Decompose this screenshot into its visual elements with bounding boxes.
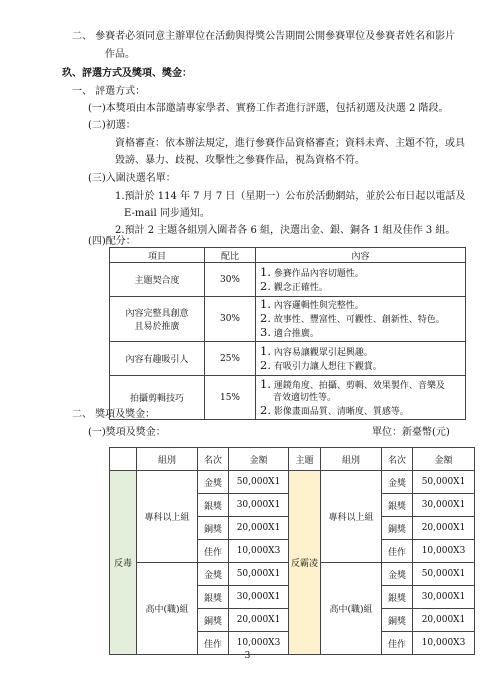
amount-cell: 50,000X1: [229, 471, 289, 494]
item-1-3-point-1-cont: E-mail 同步通知。: [124, 208, 210, 219]
amount-cell: 20,000X1: [413, 517, 475, 540]
rank-cell: 佳作: [382, 632, 413, 655]
group-cell: 高中(職)組: [321, 563, 382, 655]
item-name: 拍攝剪輯技巧: [110, 376, 205, 420]
item-contents: 1. 運鏡角度、拍攝、剪輯、效果製作、音樂及 音效適切性等。 2. 影像畫面品質、清晰度、質感等。: [256, 376, 466, 420]
rule-2: 二、 參賽者必須同意主辦單位在活動與得獎公告期間公開參賽單位及參賽者姓名和影片: [72, 31, 456, 42]
item-1-3: (三)入圍決選名單：: [88, 173, 176, 184]
header-item: 項目: [110, 248, 205, 263]
rank-cell: 金獎: [198, 471, 229, 494]
header-rank: 名次: [198, 448, 229, 471]
rank-cell: 銀獎: [198, 494, 229, 517]
subsection-1: 一、 評選方式：: [72, 86, 146, 97]
scoring-table: [109, 247, 466, 420]
rank-cell: 佳作: [382, 540, 413, 563]
header-ratio: 配比: [205, 248, 256, 263]
section-heading: 玖、評選方式及獎項、獎金：: [62, 68, 192, 79]
table-row: [110, 471, 475, 494]
amount-cell: 20,000X1: [229, 609, 289, 632]
subsection-2: 二、 獎項及獎金：: [72, 409, 156, 420]
header-amount: 金額: [413, 448, 475, 471]
header-theme-blank: [110, 448, 137, 471]
item-name: 內容有趣吸引人: [110, 342, 205, 376]
header-group: 組別: [321, 448, 382, 471]
item-ratio: 30%: [205, 297, 256, 342]
rank-cell: 銅獎: [382, 517, 413, 540]
prize-table: [109, 447, 475, 655]
table-row: [110, 263, 466, 297]
item-name: 主題契合度: [110, 263, 205, 297]
group-cell: 專科以上組: [321, 471, 382, 563]
item-contents: 1. 內容邏輯性與完整性。 2. 故事性、豐富性、可觀性、創新性、特色。 3. 適合推廣。: [256, 297, 466, 342]
table-row: [110, 342, 466, 376]
header-contents: 內容: [256, 248, 466, 263]
item-name: 內容完整具創意 且易於推廣: [110, 297, 205, 342]
item-contents: 1. 內容易讓觀眾引起興趣。 2. 有吸引力讓人想往下觀賞。: [256, 342, 466, 376]
amount-cell: 50,000X1: [229, 563, 289, 586]
item-1-2-text-cont: 毀謗、暴力、歧視、攻擊性之參賽作品，視為資格不符。: [115, 155, 365, 166]
item-2-1: (一)獎項及獎金：: [88, 427, 166, 438]
item-1-4: (四)配分：: [88, 236, 136, 247]
amount-cell: 30,000X1: [413, 586, 475, 609]
item-1-1: (一)本獎項由本部邀請專家學者、實務工作者進行評選，包括初選及決選 2 階段。: [88, 103, 449, 114]
rank-cell: 金獎: [198, 563, 229, 586]
rank-cell: 佳作: [198, 632, 229, 655]
header-rank: 名次: [382, 448, 413, 471]
rank-cell: 銅獎: [198, 609, 229, 632]
table-header-row: [110, 448, 475, 471]
theme-cell: 反霸凌: [289, 471, 321, 655]
item-1-3-point-2: 2.預計 2 主題各組別入圍者各 6 組，決選出金、銀、銅各 1 組及佳作 3 組。: [115, 225, 456, 236]
amount-cell: 10,000X3: [229, 632, 289, 655]
header-theme: 主題: [289, 448, 321, 471]
rule-2-cont: 作品。: [105, 49, 135, 60]
amount-cell: 20,000X1: [229, 517, 289, 540]
rank-cell: 銀獎: [382, 586, 413, 609]
item-ratio: 15%: [205, 376, 256, 420]
group-cell: 高中(職)組: [137, 563, 198, 655]
item-ratio: 25%: [205, 342, 256, 376]
group-cell: 專科以上組: [137, 471, 198, 563]
amount-cell: 30,000X1: [229, 586, 289, 609]
theme-cell: 反毒: [110, 471, 137, 655]
amount-cell: 20,000X1: [413, 609, 475, 632]
header-amount: 金額: [229, 448, 289, 471]
amount-cell: 30,000X1: [229, 494, 289, 517]
amount-cell: 30,000X1: [413, 494, 475, 517]
rank-cell: 銅獎: [198, 517, 229, 540]
item-1-3-point-1: 1.預計於 114 年 7 月 7 日（星期一）公布於活動網站，並於公布日起以電話及: [115, 191, 466, 202]
item-1-2: (二)初選：: [88, 120, 136, 131]
rank-cell: 金獎: [382, 563, 413, 586]
header-group: 組別: [137, 448, 198, 471]
rank-cell: 銀獎: [198, 586, 229, 609]
table-row: [110, 376, 466, 420]
amount-cell: 50,000X1: [413, 563, 475, 586]
amount-cell: 10,000X3: [229, 540, 289, 563]
unit-note: 單位：新臺幣(元): [372, 427, 450, 438]
rank-cell: 金獎: [382, 471, 413, 494]
amount-cell: 10,000X3: [413, 632, 475, 655]
amount-cell: 50,000X1: [413, 471, 475, 494]
item-1-2-text: 資格審查：依本辦法規定，進行參賽作品資格審查；資料未齊、主題不符，或具: [115, 138, 465, 149]
item-ratio: 30%: [205, 263, 256, 297]
item-contents: 1. 參賽作品內容切題性。 2. 觀念正確性。: [256, 263, 466, 297]
table-row: [110, 297, 466, 342]
rank-cell: 銅獎: [382, 609, 413, 632]
rank-cell: 佳作: [198, 540, 229, 563]
page-number: 3: [244, 651, 251, 661]
rank-cell: 銀獎: [382, 494, 413, 517]
amount-cell: 10,000X3: [413, 540, 475, 563]
